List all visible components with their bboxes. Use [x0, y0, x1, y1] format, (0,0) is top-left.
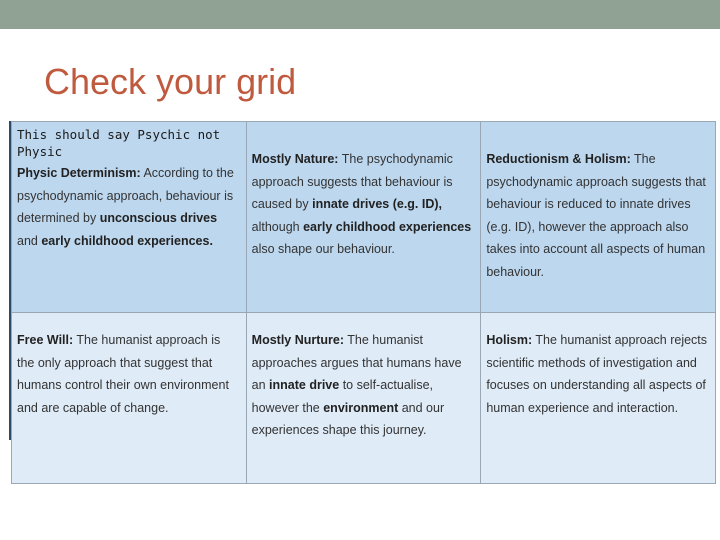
cell-heading: Holism: [486, 333, 533, 347]
cell-mostly-nurture [246, 313, 481, 484]
grid-table [11, 121, 716, 484]
cell-heading: Reductionism & Holism: [486, 152, 631, 166]
cell-heading: Physic Determinism: [17, 166, 141, 180]
cell-free-will [12, 313, 247, 484]
cell-text: and [17, 233, 42, 248]
cell-bold-text: early childhood experiences. [41, 233, 213, 248]
correction-note: This should say Psychic not Physic [17, 127, 221, 159]
cell-bold-text: early childhood experiences [303, 219, 472, 234]
cell-reductionism-holism [481, 122, 716, 313]
cell-text: The psychodynamic approach suggests that behaviour is reduced to innate drives (e.g. ID), however the approach also takes into account all aspects of human behaviour. [486, 152, 706, 279]
cell-text: although [251, 219, 304, 234]
top-bar [0, 0, 720, 29]
cell-mostly-nature [246, 122, 481, 313]
cell-text: also shape our behaviour. [251, 242, 395, 256]
cell-text: The psychodynamic approach suggests that behaviour is caused by [251, 152, 453, 211]
cell-bold-text: unconscious drives [99, 211, 218, 225]
cell-text: and our experiences shape this journey. [251, 400, 445, 437]
cell-text: The humanist approaches argues that humans have an [251, 333, 462, 392]
cell-text: to self-actualise, however the [251, 378, 434, 415]
cell-heading: Mostly Nature: [251, 152, 339, 166]
slide-title: Check your grid [44, 61, 297, 102]
cell-bold-text: innate drive [269, 378, 340, 392]
cell-heading: Mostly Nurture: [251, 333, 345, 347]
grid-row [12, 122, 716, 313]
cell-bold-text: innate drives (e.g. ID), [312, 197, 443, 211]
cell-bold-text: environment [323, 400, 399, 415]
cell-text: According to the psychodynamic approach, behaviour is determined by [17, 166, 234, 225]
cell-text: The humanist approach rejects scientific methods of investigation and focuses on understanding all aspects of human experience and interaction. [486, 333, 708, 415]
cell-heading: Free Will: [17, 333, 74, 347]
grid-row [12, 313, 716, 484]
cell-psychic-determinism [12, 122, 247, 313]
cell-holism [481, 313, 716, 484]
concept-grid [9, 121, 716, 440]
cell-text: The humanist approach is the only approach that suggest that humans control their own environment and are capable of change. [17, 333, 229, 415]
